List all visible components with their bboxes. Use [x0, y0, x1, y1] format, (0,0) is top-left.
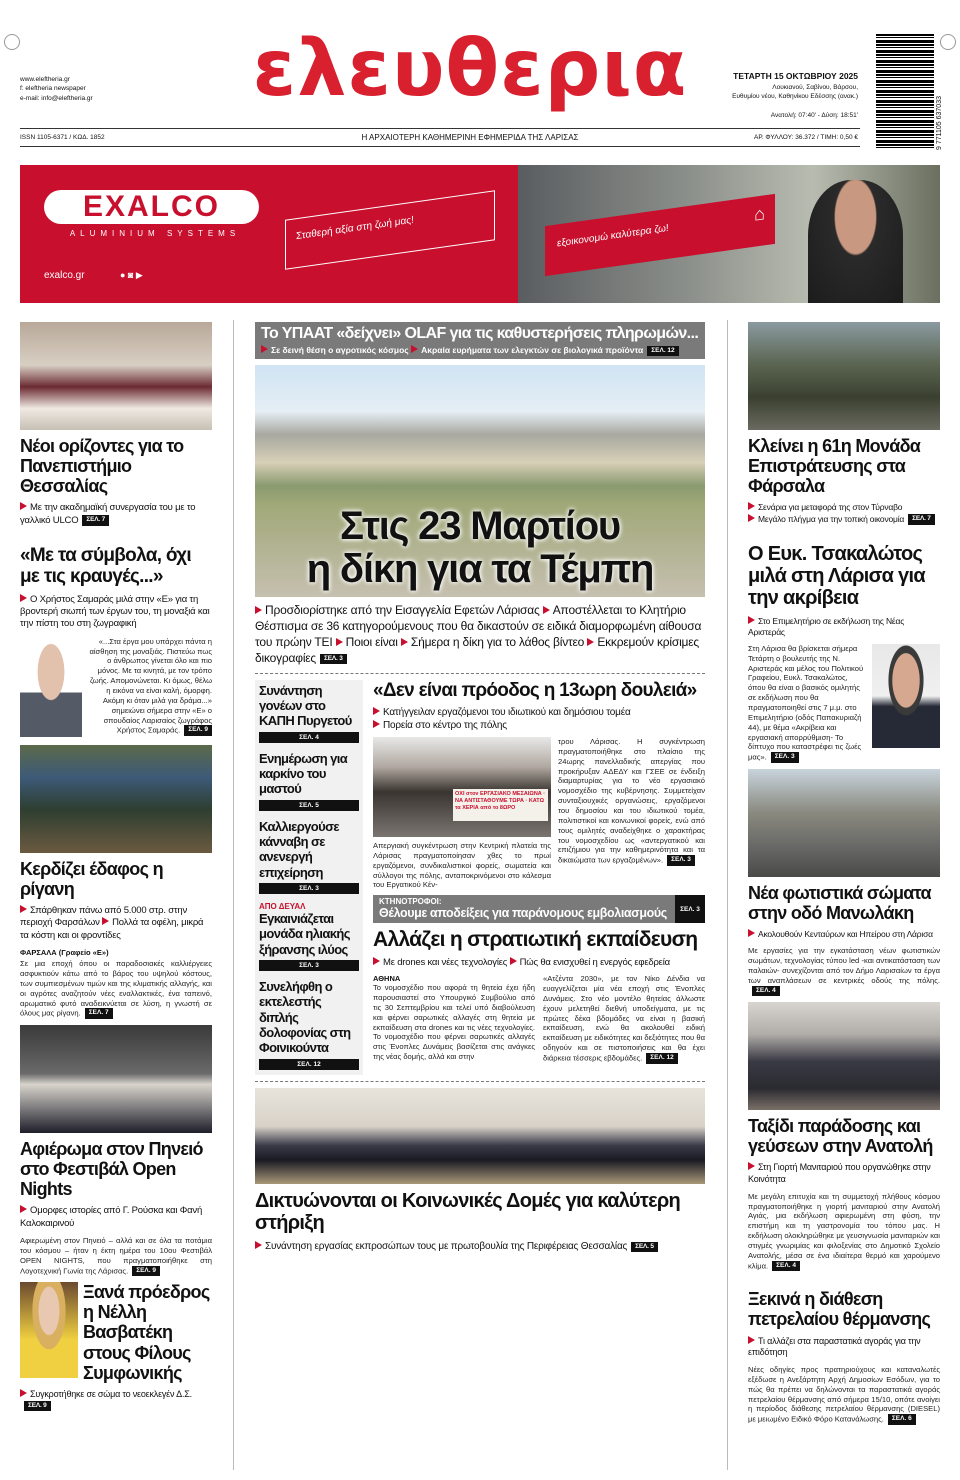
subhead-text: Ακραία ευρήματα των ελεγκτών σε βιολογικά προϊόντα — [411, 345, 643, 355]
ad-slogan: Σταθερή αξία στη ζωή μας! — [296, 214, 414, 243]
lead-subhead — [255, 603, 705, 666]
divider — [255, 673, 705, 674]
divider — [20, 146, 860, 147]
headline[interactable]: Αλλάζει η στρατιωτική εκπαίδευση — [373, 928, 698, 952]
headline[interactable]: «Δεν είναι πρόοδος η 13ωρη δουλειά» — [373, 679, 697, 701]
subhead-text: Συγκροτήθηκε σε σώμα το νεοεκλεγέν Δ.Σ. — [20, 1389, 192, 1399]
subhead — [255, 1240, 705, 1253]
oregano-field-photo — [20, 745, 212, 853]
subhead — [20, 905, 212, 942]
kicker: ΚΤΗΝΟΤΡΟΦΟΙ: — [379, 897, 442, 907]
subhead — [20, 502, 212, 527]
article-body: Απεργιακή συγκέντρωση στην Κεντρική πλατεία της Λάρισας πραγματοποίησαν χθες το πρωί εργαζόμενοι, συνδικαλιστικοί φορείς, σωματεία και σύλλογοι της πόλης, ανταποκρινόμενοι στο κάλεσμα του Εργατικού Κέν- — [373, 841, 551, 890]
subhead — [748, 616, 940, 638]
barcode — [876, 34, 934, 150]
subhead-text: Πώς θα ενισχυθεί η ενεργός εφεδρεία — [510, 957, 670, 968]
subhead — [373, 706, 705, 732]
headline[interactable]: Αφιέρωμα στον Πηνειό στο Φεστιβάλ Open Nights — [20, 1138, 203, 1200]
article-body-text: Νέες οδηγίες προς πρατηριούχους και καταναλωτές εξέδωσε η Ανεξάρτητη Αρχή Δημοσίων Εσόδων, για το πώς θα πρέπει να δηλώνονται τα παραστατικά αγοράς πετρελαίου θέρμανσης από σήμερα 15/10, οπότε ανοίγει η περίοδος διάθεσης πετρελαίου θέρμανσης (DIESEL) με μειωμένο Ειδικό Φόρο Κατανάλωσης. — [748, 1364, 940, 1424]
issn: ISSN 1105-6371 / ΚΩΔ. 1852 — [20, 134, 105, 141]
masthead-contact — [20, 75, 93, 103]
newspaper-logo: ελευθερια — [252, 24, 688, 114]
farmers-bar[interactable] — [373, 895, 705, 923]
ad-person — [808, 180, 903, 303]
headline[interactable]: Ταξίδι παράδοσης και γεύσεων στην Ανατολή — [748, 1116, 933, 1157]
page-ref: ΣΕΛ. 4 — [259, 732, 359, 743]
brief-title: Συνάντηση γονέων στο ΚΑΠΗ Πυργετού — [259, 682, 352, 729]
military-article — [373, 974, 705, 1063]
bullet: Ποιοι είναι — [336, 635, 398, 649]
column-divider — [233, 320, 234, 1470]
page-ref[interactable]: ΣΕΛ. 5 — [631, 1242, 658, 1253]
name-days: Λουκιανού, Σαβίνου, Βάρσου, — [772, 84, 858, 91]
right-column — [748, 322, 940, 1425]
page-ref[interactable]: ΣΕΛ. 7 — [85, 1008, 113, 1019]
email: e-mail: info@eleftheria.gr — [20, 94, 93, 102]
subhead — [261, 345, 699, 356]
lead-headline-line: Στις 23 Μαρτίου — [339, 504, 621, 549]
brief-title: Ενημέρωση για καρκίνο του μαστού — [259, 750, 348, 797]
page-ref: ΣΕΛ. 12 — [647, 346, 678, 357]
subhead — [20, 1389, 212, 1412]
brief-item[interactable] — [259, 683, 359, 743]
brief-item[interactable] — [259, 751, 359, 811]
subhead-text: Ο Χρήστος Σαμαράς μιλά στην «Ε» για τη βροντερή σιωπή των έργων του, τη μοναξιά και την πίστη του στη ζωγραφική — [20, 593, 210, 630]
article-body-text: Αφιερωμένη στον Πηνειό – αλλά και σε όλα τα ποτάμια του κόσμου – ήταν η έκτη ημέρα του 10ου Φεστιβάλ OPEN NIGHTS, που πραγματοποιήθηκε στη Λογοτεχνική Γωνία της Λάρισας. — [20, 1236, 212, 1275]
article-body-text: «Ατζέντα 2030», με τον Νίκο Δένδια να ευαγγελίζεται μία νέα εποχή στις Ένοπλες Δυνάμεις. Στο νέο μοντέλο θητείας άλλωστε έχουν μελετηθεί διεθνή υποδείγματα, με τις πρώτες δέκα βδομάδες να είναι η βασική εκπαίδευση, ενώ θα ακολουθεί ειδική εκπαίδευση με ειδικότητες και δεξιότητες που θα οδηγούν και σε πιστοποιήσεις και θα έχει διάρκεια τέσσερις εβδομάδες. — [543, 974, 705, 1063]
brief-item[interactable] — [259, 979, 359, 1070]
headline[interactable]: Ξεκινά η διάθεση πετρελαίου θέρμανσης — [748, 1289, 931, 1330]
article-body — [748, 1192, 940, 1272]
barcode-number: 9 771105 637033 — [936, 96, 943, 150]
subhead-text: Τι αλλάζει στα παραστατικά αγοράς για την επιδότηση — [748, 1335, 921, 1358]
subhead-text: Σενάρια για μεταφορά της στον Τύρναβο — [748, 502, 902, 512]
social-structures-meeting-photo — [255, 1088, 705, 1184]
date-block — [700, 71, 858, 119]
website: www.eleftheria.gr — [20, 76, 70, 83]
page-ref[interactable]: ΣΕΛ. 12 — [646, 1053, 677, 1064]
page-ref[interactable]: ΣΕΛ. 7 — [82, 515, 109, 526]
protest-banner: ΟΧΙ στον ΕΡΓΑΣΙΑΚΟ ΜΕΣΑΙΩΝΑ · ΝΑ ΑΝΤΙΣΤΑΘΟΥΜΕ ΤΩΡΑ · ΚΑΤΩ τα ΧΕΡΙΑ από το 8ΩΡΟ — [453, 789, 548, 821]
subhead — [748, 1336, 940, 1359]
ad-brand-sub: ALUMINIUM SYSTEMS — [69, 229, 241, 238]
exalco-ad-banner[interactable] — [20, 165, 940, 303]
page-ref[interactable]: ΣΕΛ. 4 — [772, 1261, 800, 1272]
article-body-text: Με μεγάλη επιτυχία και τη συμμετοχή πλήθους κόσμου πραγματοποιήθηκε η γιορτή μανιταριού στην Ανατολή Αγιάς, μια εκδήλωση αφιερωμένη στη φύση, την επιστήμη και τη γαστρονομία του τόπου μας. Η εκδήλωση ολοκληρώθηκε με γευσιγνωσία μανιταριών και στιγμές γνωριμίας και φιλοξενίας στο Δημοτικό Σχολείο Ανατολής, μέσα σε ένα ιδιαίτερα θερμό και χαρούμενο κλίμα. — [748, 1191, 940, 1271]
article-body — [20, 959, 212, 1019]
page-ref: ΣΕΛ. 3 — [259, 960, 359, 971]
quote-body: «...Στα έργα μου υπάρχει πάντα η αίσθηση της μοναξιάς. Πιστεύω πως ο άνθρωπος γίνεται όλο και πιο μόνος. Με τα κινητά, με τον τρόπο ζωής. Απομονώνεται. Κι όμως, θέλω η εικόνα να είναι καλή, όμορφη. Ακόμη κι όταν μιλά για δράμα...» σημειώνει σήμερα στην «Ε» ο σπουδαίος Λαρισαίος ζωγράφος Χρήστος Σαμαράς. — [89, 636, 212, 735]
article-body — [558, 737, 705, 890]
page-ref[interactable]: ΣΕΛ. 3 — [667, 855, 695, 866]
page-ref[interactable]: ΣΕΛ. 7 — [908, 514, 935, 525]
vasvateki-story — [20, 1282, 212, 1383]
social-icons: ● ◙ ▶ — [120, 270, 143, 280]
article-body — [543, 974, 705, 1063]
brief-title: Καλλιεργούσε κάνναβη σε ανενεργή επιχείρηση — [259, 818, 339, 880]
divider — [20, 128, 860, 129]
headline: Το ΥΠΑΑΤ «δείχνει» OLAF για τις καθυστερήσεις πληρωμών... — [261, 325, 699, 342]
article-body: Το νομοσχέδιο που αφορά τη θητεία έχει ήδη παρουσιαστεί στο Υπουργικό Συμβούλιο από τις 30 Σεπτεμβρίου και τελεί υπό διαβούλευση και φέρνει σαρωτικές αλλαγές στη θητεία με εκπαίδευση στα drones και τις νέες τεχνολογίες. Το νομοσχέδιο που φέρνει σαρωτικές αλλαγές στις Ένοπλες Δυνάμεις βασίζεται στις ανάγκες της νέας δομής, αλλά και στην — [373, 983, 535, 1062]
page-ref[interactable]: ΣΕΛ. 9 — [184, 725, 212, 736]
dateline: ΦΑΡΣΑΛΑ (Γραφείο «Ε») — [20, 948, 109, 958]
tagline: Η ΑΡΧΑΙΟΤΕΡΗ ΚΑΘΗΜΕΡΙΝΗ ΕΦΗΜΕΡΙΔΑ ΤΗΣ ΛΑΡΙΣΑΣ — [361, 133, 579, 142]
subhead-text: Συνάντηση εργασίας εκπροσώπων τους με πρωτοβουλία της Περιφέρειας Θεσσαλίας — [255, 1241, 627, 1252]
subhead-text: Μεγάλο πλήγμα για την τοπική οικονομία — [748, 514, 904, 524]
subhead-text: Στο Επιμελητήριο σε εκδήλωση της Νέας Αριστεράς — [748, 615, 905, 637]
subhead — [748, 502, 940, 524]
subhead — [748, 929, 940, 940]
sunrise-sunset: Ανατολή: 07:40' - Δύση: 18:51' — [770, 112, 858, 119]
ad-site: exalco.gr — [44, 270, 85, 281]
page-ref: ΣΕΛ. 3 — [675, 895, 705, 923]
brief-item[interactable] — [259, 902, 359, 971]
subhead-text: Πορεία στο κέντρο της πόλης — [373, 720, 507, 731]
subhead-text: Στη Γιορτή Μανιταριού που οργανώθηκε στην Κοινότητα — [748, 1162, 931, 1185]
festival-photo — [20, 1025, 212, 1133]
brief-title: Συνελήφθη ο εκτελεστής διπλής δολοφονίας στη Φοινικούντα — [259, 979, 351, 1056]
center-middle-row — [255, 680, 705, 1075]
column-divider — [727, 320, 728, 1470]
street-lights-photo — [748, 769, 940, 877]
article-body-text: Με εργασίες για την εγκατάσταση νέων φωτιστικών σωμάτων, τεχνολογίας τύπου led -και αντικατάσταση των παλαιών- συνεχίζονται από τον Δήμο Λαρισαίων τα έργα των αναπλάσεων σε κεντρικές οδούς της πόλης. — [748, 946, 940, 985]
strike-article — [373, 737, 705, 890]
tempi-court-building-photo — [255, 365, 705, 597]
registration-mark-icon — [4, 34, 20, 50]
headline[interactable]: Ξανά πρόεδρος η Νέλλη Βασβατέκη στους Φίλους Συμφωνικής — [83, 1282, 210, 1383]
page-ref[interactable]: ΣΕΛ. 9 — [24, 1401, 51, 1412]
lead-headline[interactable] — [255, 505, 705, 591]
dateline: ΑΘΗΝΑ — [373, 974, 401, 984]
vasvateki-portrait — [20, 1282, 78, 1378]
brief-kicker: ΑΠΟ ΔΕΥΑΛ — [259, 902, 306, 912]
bullet: Προσδιορίστηκε από την Εισαγγελία Εφετών Λάρισας — [255, 603, 540, 617]
issue-date: ΤΕΤΑΡΤΗ 15 ΟΚΤΩΒΡΙΟΥ 2025 — [733, 71, 858, 81]
article-body-text: Σε μια εποχή όπου οι παραδοσιακές καλλιέργειες ασφυκτιούν κάτω από το βάρος του υψηλού κόστους, των συμπιεσμένων τιμών και της κλιματικής αλλαγής, και οι αγρότες αναζητούν νέες εναλλακτικές, ένα ταπεινό, αρωματικό φυτό αναδεικνύεται σε λύση, η γνωστή σε όλους μας ρίγανη. — [20, 959, 212, 1018]
subhead-text: Σπάρθηκαν πάνω από 5.000 στρ. στην περιοχή Φαρσάλων — [20, 905, 188, 929]
subhead — [373, 957, 705, 969]
subhead — [748, 1162, 940, 1185]
house-icon: ⌂ — [754, 203, 765, 225]
headline: Θέλουμε αποδείξεις για παράνομους εμβολιασμούς — [379, 906, 667, 921]
article-body — [748, 1365, 940, 1425]
headline[interactable]: Νέα φωτιστικά σώματα στην οδό Μανωλάκη — [748, 882, 931, 923]
subhead — [20, 594, 212, 631]
subhead-text: Με drones και νέες τεχνολογίες — [373, 957, 507, 968]
ad-brand: EXALCO — [82, 190, 220, 223]
ad-slogan-2: εξοικονομώ καλύτερα ζω! — [557, 222, 669, 250]
briefs-column — [255, 680, 363, 1075]
subhead-text: Πολλά τα οφέλη, μικρά τα κόστη και οι φροντίδες — [20, 917, 204, 941]
samaras-portrait — [20, 637, 82, 737]
name-days-2: Ευθυμίου νέου, Καθηνίκου Εδέσσης (ανακ.) — [732, 93, 858, 100]
headline[interactable]: Δικτυώνονται οι Κοινωνικές Δομές για καλύτερη στήριξη — [255, 1189, 681, 1235]
subhead-text: Ομορφες ιστορίες από Γ. Ρούσκα και Φανή Καλοκαιρινού — [20, 1205, 203, 1229]
ad-slogan-box — [285, 190, 495, 270]
page-ref: ΣΕΛ. 5 — [259, 800, 359, 811]
page-ref[interactable]: ΣΕΛ. 3 — [771, 752, 799, 763]
page-ref: ΣΕΛ. 12 — [259, 1059, 359, 1070]
issue-price: ΑΡ. ΦΥΛΛΟΥ: 36.372 / ΤΙΜΗ: 0,50 € — [753, 134, 858, 141]
university-signing-photo — [20, 322, 212, 430]
ad-logo — [44, 190, 259, 224]
page-ref: ΣΕΛ. 3 — [259, 883, 359, 894]
brief-title: Εγκαινιάζεται μονάδα ηλιακής ξήρανσης ιλύος — [259, 911, 350, 957]
subhead-text: Σε δεινή θέση ο αγροτικός κόσμος — [261, 345, 409, 355]
page-ref[interactable]: ΣΕΛ. 4 — [752, 986, 780, 997]
page-ref[interactable]: ΣΕΛ. 6 — [888, 1414, 916, 1425]
divider — [255, 1081, 705, 1082]
headline[interactable]: «Με τα σύμβολα, όχι με τις κραυγές...» — [20, 545, 191, 588]
left-column — [20, 322, 212, 1412]
page-ref[interactable]: ΣΕΛ. 9 — [132, 1266, 160, 1277]
article-body — [748, 946, 940, 996]
headline[interactable]: Κερδίζει έδαφος η ρίγανη — [20, 858, 163, 899]
brief-item[interactable] — [259, 819, 359, 894]
article-body — [20, 1236, 212, 1276]
center-main-stories — [373, 680, 705, 1064]
subhead-text: Με την ακαδημαϊκή συνεργασία του με το γαλλικό ULCO — [20, 502, 196, 526]
article-body-text: Στη Λάρισα θα βρίσκεται σήμερα Τετάρτη ο βουλευτής της Ν. Αριστεράς και μέλος του Πολιτικού Γραφείου, Ευκλ. Τσακαλώτος, όπου θα είναι ο βασικός ομιλητής σε εκδήλωση που θα πραγματοποιηθεί στις 7 μ.μ. στο Επιμελητήριο (οδός Παπακυριαζή 44), με θέμα «Ακρίβεια και εργασιακή απορρύθμιση- Το δίπτυχο που καταστρέφει τις ζωές μας». — [748, 643, 864, 762]
bullet: Εκκρεμούν κρίσιμες δικογραφίες — [255, 635, 699, 665]
facebook: f: eleftheria newspaper — [20, 85, 86, 93]
mushroom-festival-photo — [748, 1002, 940, 1110]
subhead — [20, 1205, 212, 1230]
headline[interactable]: Κλείνει η 61η Μονάδα Επιστράτευσης στα Φάρσαλα — [748, 436, 921, 497]
strike-march-photo — [373, 737, 551, 837]
subhead-text: Κατήγγειλαν εργαζόμενοι του ιδιωτικού και δημόσιου τομέα — [373, 707, 631, 718]
soldiers-photo — [748, 322, 940, 430]
page-ref[interactable]: ΣΕΛ. 3 — [320, 654, 347, 665]
article-body-text: τρου Λάρισας. Η συγκέντρωση πραγματοποιήθηκε στο πλαίσιο της 24ωρης πανελλαδικής απεργίας που προκήρυξαν ΑΔΕΔΥ και ΓΣΕΕ σε ένδειξη διαμαρτυρίας για το νέο εργασιακό νομοσχέδιο της κυβέρνησης. Συμμετείχαν συνταξιουχικές οργανώσεις, εργαζόμενοι του δημοσίου και του ιδιωτικού τομέα, πολιτιστικοί και κοινωνικοί φορείς, ενώ από τους ομιλητές αναδείχθηκε ο χαρακτήρας του νομοσχεδίου ως «αντεργατικού και επιζήμιου για την καθημερινότητα και τα δικαιώματα των εργαζομένων». — [558, 737, 705, 865]
headline[interactable]: Νέοι ορίζοντες για το Πανεπιστήμιο Θεσσαλίας — [20, 436, 184, 497]
tsakalotos-block — [748, 644, 940, 763]
top-story-bar[interactable] — [255, 322, 705, 359]
bullet: Σήμερα η δίκη για το λάθος βίντεο — [401, 635, 584, 649]
lead-headline-line: η δίκη για τα Τέμπη — [306, 547, 654, 592]
headline[interactable]: Ο Ευκ. Τσακαλώτος μιλά στη Λάρισα για την ακρίβεια — [748, 542, 925, 610]
center-column — [255, 322, 705, 1253]
subhead-text: Ακολουθούν Κενταύρων και Ηπείρου στη Λάρισα — [748, 929, 933, 939]
quote-block — [20, 637, 212, 739]
tsakalotos-portrait — [872, 644, 940, 748]
bullet: Αποστέλλεται το Κλητήριο Θέσπισμα σε 36 κατηγορούμενους που θα δικαστούν σε ειδικά διαμορφωμένη αίθουσα του πρώην ΤΕΙ — [255, 603, 702, 650]
